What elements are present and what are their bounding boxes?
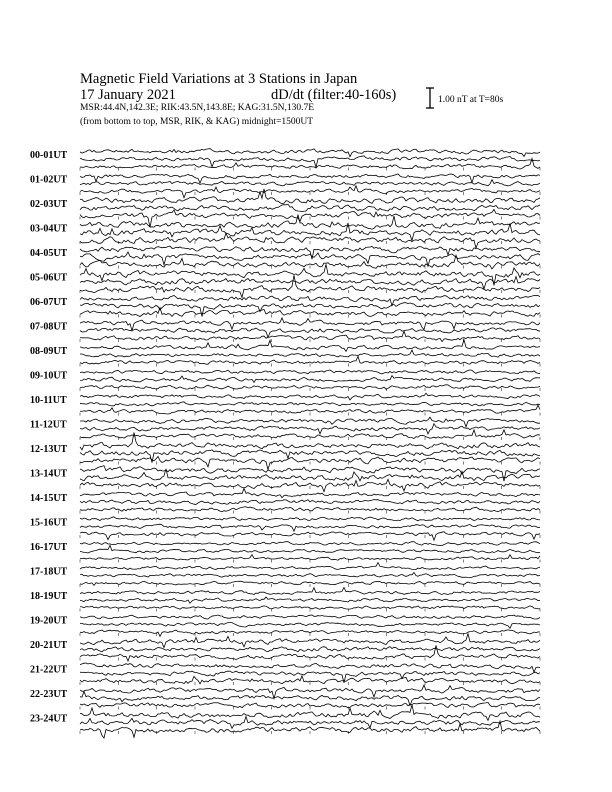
trace-rik <box>80 717 540 729</box>
trace-rik <box>80 573 540 578</box>
trace-kag <box>80 466 540 482</box>
hour-label: 20-21UT <box>30 640 68 651</box>
hour-label: 22-23UT <box>30 689 68 700</box>
trace-kag <box>80 663 540 672</box>
hour-label: 09-10UT <box>30 370 68 382</box>
trace-rik <box>80 500 540 505</box>
scale-bar-label: 1.00 nT at T=80s <box>438 95 504 105</box>
hour-label: 07-08UT <box>30 321 68 333</box>
trace-kag <box>80 517 540 521</box>
hour-label: 03-04UT <box>30 223 68 235</box>
trace-kag <box>80 246 540 259</box>
hour-label: 23-24UT <box>30 713 68 725</box>
trace-kag <box>80 296 540 306</box>
chart-quantity: dD/dt (filter:40-160s) <box>271 87 397 103</box>
trace-rik <box>80 402 540 406</box>
trace-rik <box>80 350 540 357</box>
hour-label: 12-13UT <box>30 444 68 455</box>
hour-label: 05-06UT <box>30 272 68 284</box>
trace-rik <box>80 469 540 481</box>
trace-group <box>80 149 540 739</box>
trace-kag <box>80 370 540 374</box>
trace-kag <box>80 615 540 619</box>
trace-kag <box>80 588 540 595</box>
hour-label: 11-12UT <box>30 419 67 431</box>
trace-rik <box>80 376 540 383</box>
trace-rik <box>80 328 540 338</box>
trace-kag <box>80 149 540 157</box>
trace-rik <box>80 424 540 434</box>
hour-label: 14-15UT <box>30 493 68 504</box>
chart-title: Magnetic Field Variations at 3 Stations in Japan <box>80 71 358 87</box>
hour-label: 16-17UT <box>30 542 68 553</box>
hour-label: 19-20UT <box>30 615 68 627</box>
trace-kag <box>80 489 540 498</box>
trace-rik <box>80 524 540 531</box>
trace-kag <box>80 563 540 570</box>
trace-kag <box>80 542 540 546</box>
trace-kag <box>80 318 540 331</box>
hour-label: 00-01UT <box>30 150 68 161</box>
trace-msr <box>80 555 540 561</box>
trace-rik <box>80 597 540 603</box>
station-coordinates: MSR:44.4N,142.3E; RIK:43.5N,143.8E; KAG:31.5N,130.7E <box>80 103 315 113</box>
chart-date: 17 January 2021 <box>80 87 176 103</box>
trace-rik <box>80 623 540 629</box>
trace-msr <box>80 430 540 439</box>
hour-label: 08-09UT <box>30 346 68 357</box>
trace-msr <box>80 275 540 297</box>
trace-kag <box>80 417 540 427</box>
trace-msr <box>80 186 540 198</box>
trace-rik <box>80 450 540 463</box>
hour-label: 15-16UT <box>30 517 68 529</box>
hour-label: 21-22UT <box>30 664 68 676</box>
hour-label: 06-07UT <box>30 297 68 308</box>
trace-rik <box>80 691 540 705</box>
trace-rik <box>80 204 540 212</box>
trace-rik <box>80 647 540 652</box>
trace-msr <box>80 507 540 512</box>
trace-msr <box>80 158 540 169</box>
trace-msr <box>80 479 540 491</box>
trace-rik <box>80 156 540 167</box>
hour-label: 04-05UT <box>30 248 68 259</box>
hour-label: 02-03UT <box>30 199 68 210</box>
trace-msr <box>80 356 540 364</box>
trace-rik <box>80 545 540 553</box>
trace-msr <box>80 233 540 248</box>
trace-kag <box>80 393 540 400</box>
hour-label: 18-19UT <box>30 591 68 602</box>
hour-label: 17-18UT <box>30 566 68 578</box>
hour-label: 10-11UT <box>30 395 67 406</box>
station-order-note: (from bottom to top, MSR, RIK, & KAG) midnight=1500UT <box>80 117 314 127</box>
hour-label: 01-02UT <box>30 174 68 186</box>
trace-kag <box>80 174 540 183</box>
trace-msr <box>80 721 540 738</box>
hour-label: 13-14UT <box>30 468 68 480</box>
